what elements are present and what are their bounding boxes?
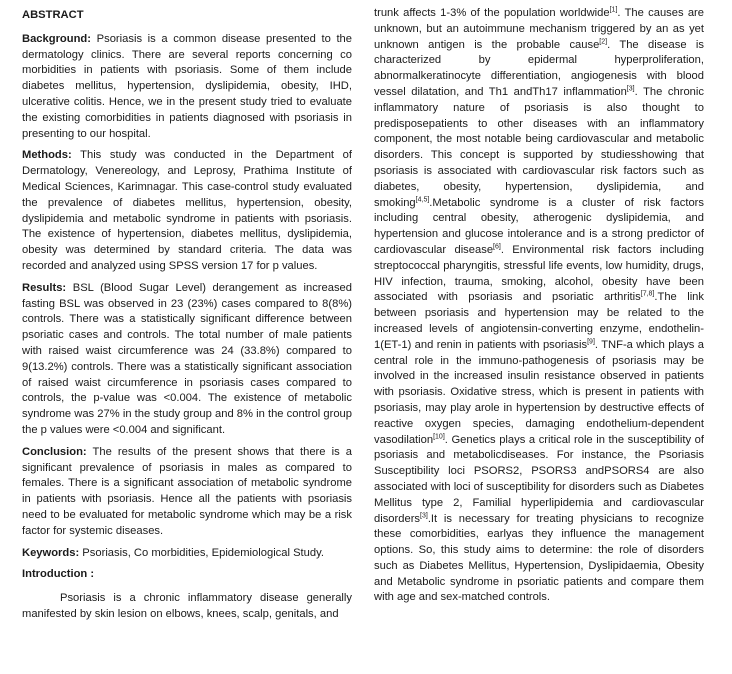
citation-2: [2] <box>599 37 608 45</box>
intro-text-9: . Genetics plays a critical role in the susceptibility of psoriasis and metabolicdiseases. For instance, the Psoriasis Susceptibility loci PSORS2, PSORS3 andPSORS4 are also associated with loci of susceptibility for disorders such as Diabetes Mellitus type 2, Familial hyperlipidemia and cardiovascular disorders <box>374 433 704 525</box>
citation-8: [10] <box>433 432 445 440</box>
methods-text: This study was conducted in the Department of Dermatology, Venereology, and Leprosy, Prathima Institute of Medical Sciences, Karimnagar. This case-control study evaluated the prevalence of diabetes mellitus, hypertension, obesity, dyslipidemia and metabolic syndrome in patients with psoriasis. The existence of hypertension, diabetes mellitus, dyslipidemia, obesity was determined by standard criteria. The data was recorded and analyzed using SPSS version 17 for p values. <box>22 149 352 272</box>
citation-5: [6] <box>493 243 501 251</box>
intro-text-7: .The link between psoriasis and hypertension may be related to the increased levels of angiotensin-converting enzyme, endothelin-1(ET-1) and renin in patients with psoriasis <box>374 291 704 351</box>
citation-7: [9] <box>587 338 595 345</box>
introduction-continued-paragraph <box>374 6 704 606</box>
background-paragraph <box>22 32 352 143</box>
introduction-paragraph: Psoriasis is a chronic inflammatory disease generally manifested by skin lesion on elbows, knees, scalp, genitals, and <box>22 592 352 620</box>
intro-text-4: . The chronic inflammatory nature of psoriasis is also thought to predisposepatients to other diseases with an inflammatory component, the most notable being cardiovascular and metabolic disorders. This concept is supported by studiesshowing that psoriasis is associated with cardiovascular risk factors such as diabetes, obesity, hypertension, dyslipidemia, and smoking <box>374 85 704 209</box>
citation-6: [7,8] <box>640 290 655 298</box>
keywords-text: Psoriasis, Co morbidities, Epidemiological Study. <box>79 546 324 559</box>
intro-text-3: . The disease is characterized by epidermal hyperproliferation, abnormalkeratinocyte differentiation, angiogenesis with blood vessel dilatation, and Th1 andTh17 inflammation <box>374 38 704 98</box>
intro-text-2: . The causes are unknown, but an autoimmune mechanism triggered by an as yet unknown antigen is the probable cause <box>374 7 705 51</box>
abstract-heading: ABSTRACT <box>22 9 84 21</box>
results-text: BSL (Blood Sugar Level) derangement as increased fasting BSL was observed in 23 (23%) cases compared to 8(8%) controls. There was a statistically significant difference between psoriatic cases and controls. The total number of male patients with raised waist circumference was 24 (33.8%) compared to 9(13.2%) controls. There was a statistically significant association of raised waist circumference in psoriasis cases compared to controls, the p-value was <0.004. The existence of metabolic syndrome was 27% in the study group and 8% in the control group the p values were <0.004 and significant. <box>22 281 352 436</box>
conclusion-paragraph <box>22 445 352 540</box>
results-label: Results: <box>22 281 67 294</box>
intro-text-1: trunk affects 1-3% of the population worldwide <box>374 7 610 19</box>
citation-4: [4,5] <box>415 195 430 203</box>
intro-text-10: .It is necessary for treating physicians to recognize these comorbidities, earlyas they influence the management options. So, this study aims to determine: the role of disorders such as Diabetes Mellitus, Hypertension, Dyslipidaemia, Obesity and Metabolic syndrome in psoriatic patients and compare them with age and sex-matched controls. <box>374 512 704 604</box>
keywords-paragraph <box>22 546 352 562</box>
right-column <box>374 6 704 612</box>
intro-text-8: . TNF-a which plays a central role in the immuno-pathogenesis of psoriasis may be involved in the increased insulin resistance observed in patients with psoriasis. Oxidative stress, which is present in patients with psoriasis, may play arole in hypertension by destructive effects of reactive oxygen species, damaging endothelium-dependent vasodilation <box>374 338 704 446</box>
conclusion-text: The results of the present shows that there is a significant prevalence of psoriasis in males as compared to females. There is a significant association of metabolic syndrome in patients with psoriasis. Hence all the patients with psoriasis need to be evaluated for metabolic syndrome which may be a risk factor for systemic diseases. <box>22 445 352 537</box>
intro-text-6: . Environmental risk factors including streptococcal pharyngitis, stressful life events, low humidity, drugs, HIV infection, trauma, smoking, alcohol, obesity have been associated with psoriasis and psoriatic arthritis <box>374 243 704 304</box>
background-text: Psoriasis is a common disease presented to the dermatology clinics. There are several reports concerning co morbidities in patients with psoriasis. Some of them include diabetes mellitus, hypertension, dyslipidemia, obesity, IHD, ulcerative colitis. Hence, we in the present study tried to evaluate the existing comorbidities in patients diagnosed with psoriasis in presenting to our hospital. <box>22 32 352 140</box>
citation-3: [3] <box>626 85 635 93</box>
introduction-heading: Introduction : <box>22 568 95 581</box>
background-label: Background: <box>22 32 91 45</box>
intro-text-5: .Metabolic syndrome is a cluster of risk factors including central obesity, atherogenic dyslipidemia, and hypertension and glucose intolerance and is a strong predictor of cardiovascular disease <box>374 196 704 256</box>
methods-paragraph <box>22 148 352 274</box>
conclusion-label: Conclusion: <box>22 445 87 458</box>
methods-label: Methods: <box>22 149 72 162</box>
citation-9: [3] <box>420 511 428 519</box>
citation-1: [1] <box>609 6 618 14</box>
keywords-label: Keywords: <box>22 546 80 559</box>
results-paragraph <box>22 281 352 439</box>
left-column <box>22 6 352 629</box>
